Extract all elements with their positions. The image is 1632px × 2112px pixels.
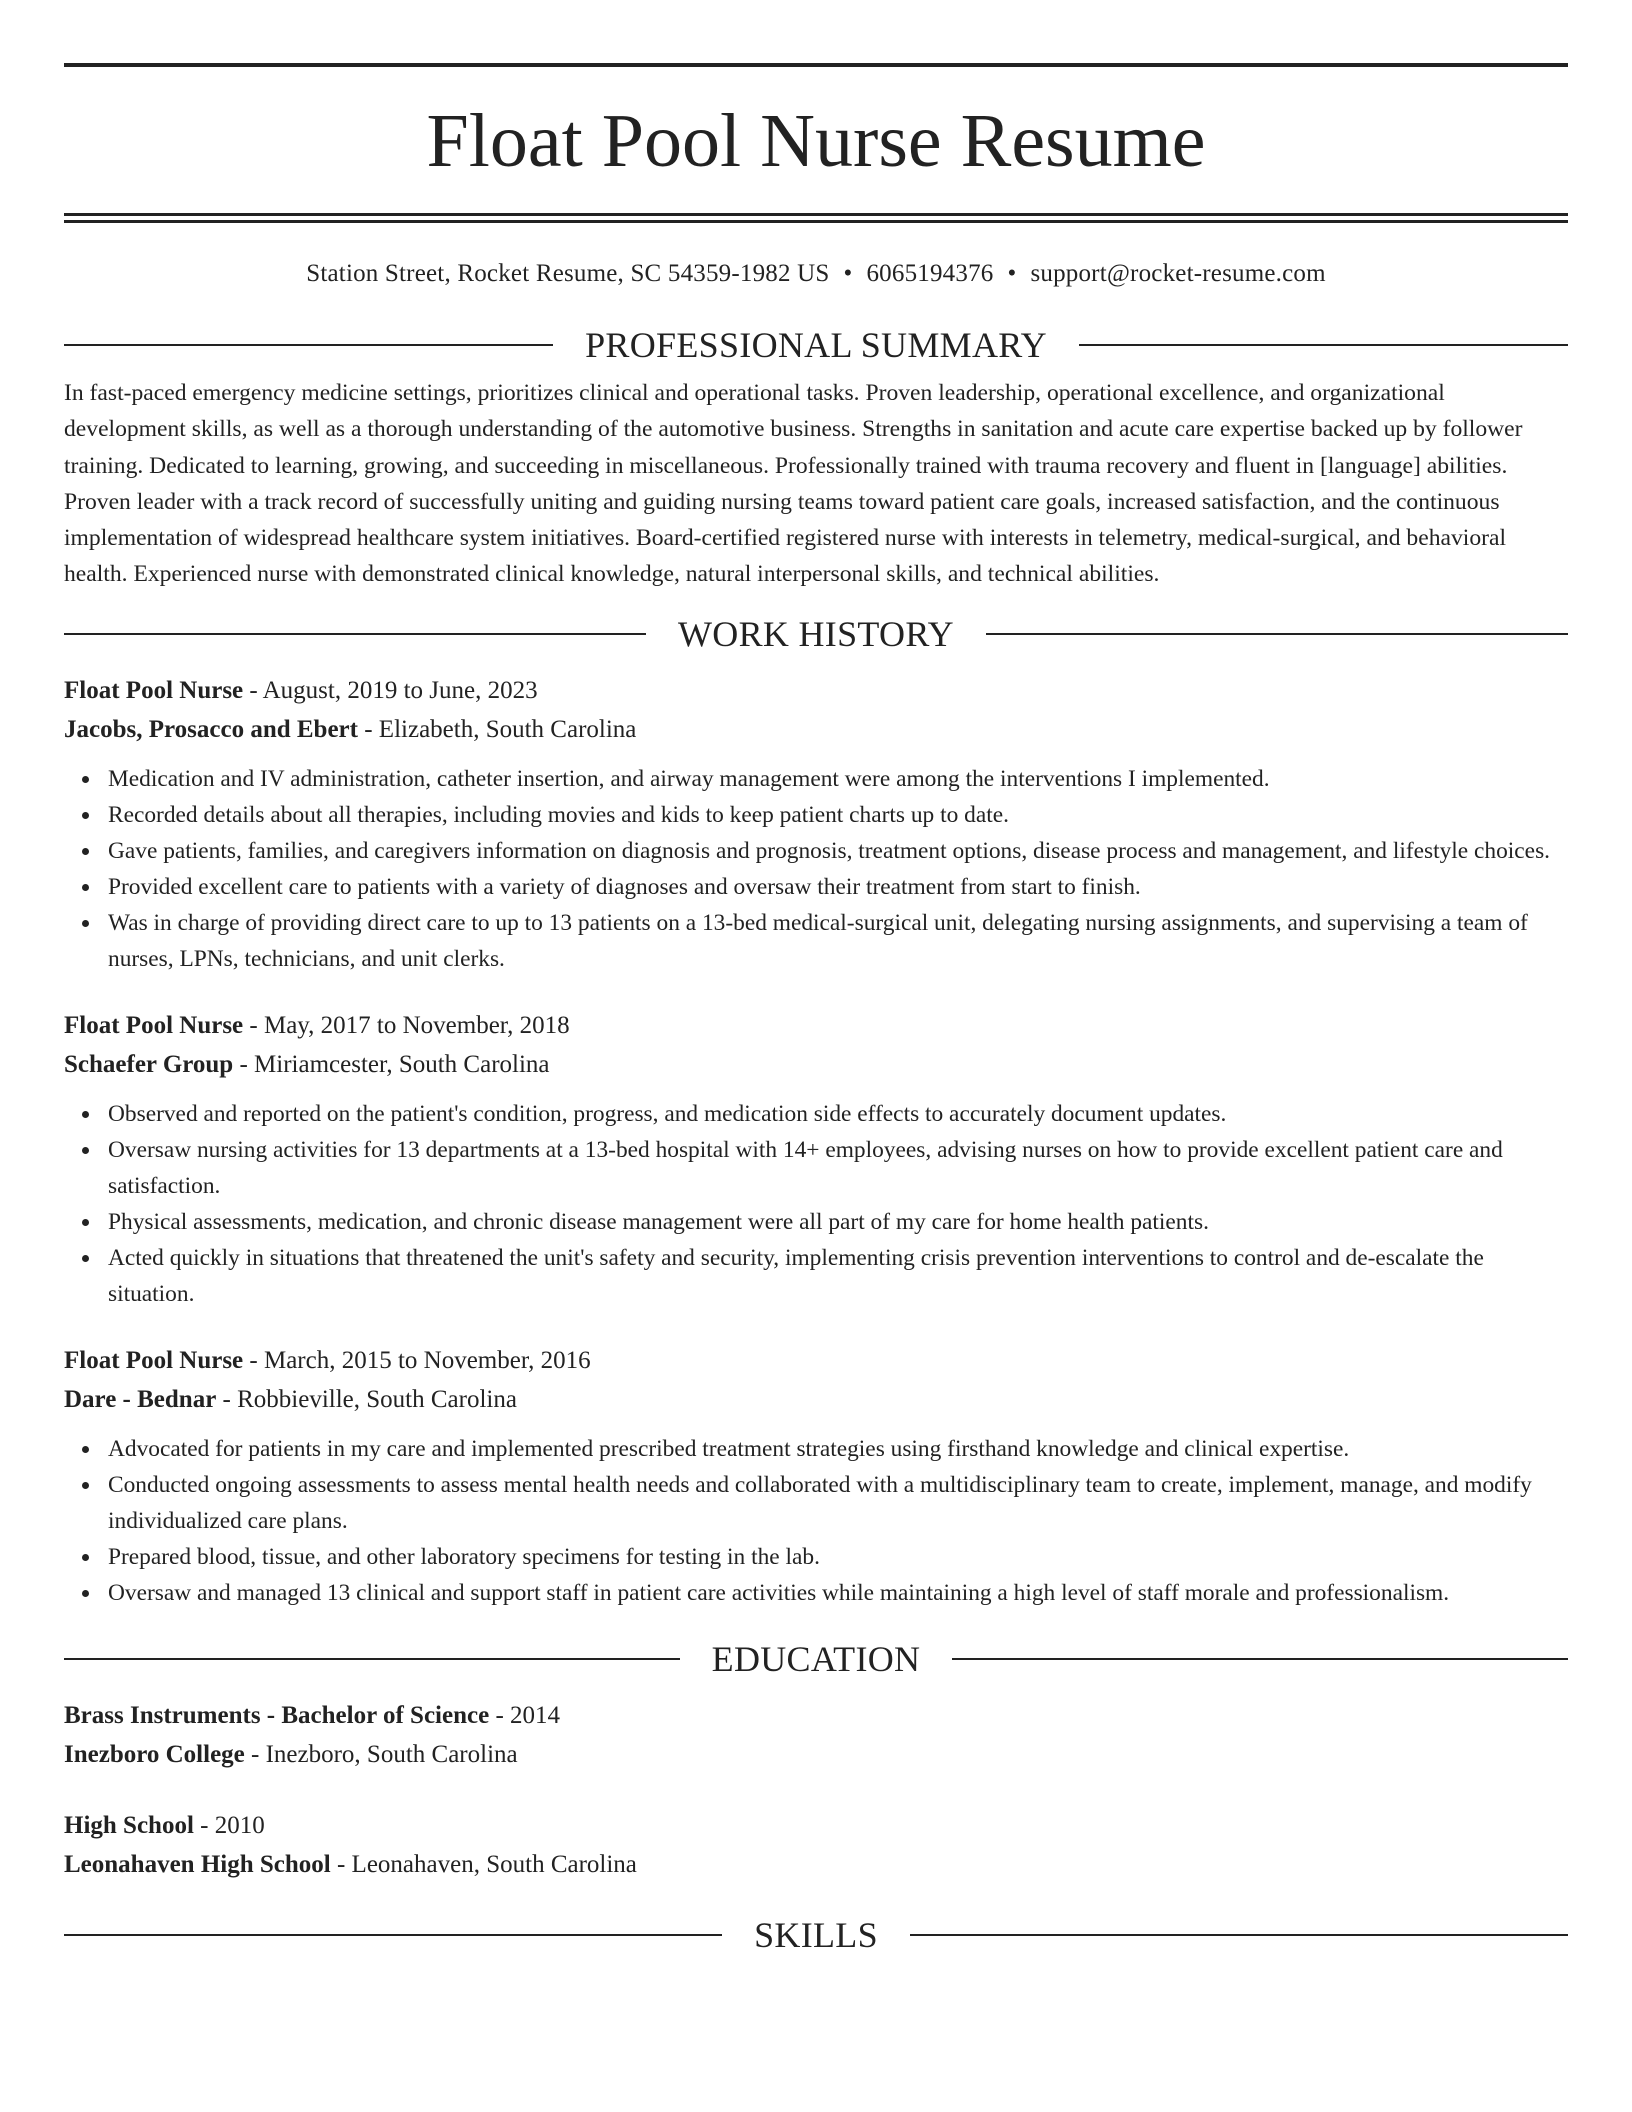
job-dates: - March, 2015 to November, 2016	[243, 1347, 591, 1375]
job-location: - Miriamcester, South Carolina	[233, 1050, 550, 1078]
contact-address: Station Street, Rocket Resume, SC 54359-1982 US	[306, 260, 830, 287]
education-degree: High School	[64, 1812, 194, 1840]
education-degree-line	[64, 1807, 1568, 1846]
bullet-item: Advocated for patients in my care and implemented prescribed treatment strategies using firsthand knowledge and clinical expertise.	[108, 1431, 1568, 1467]
education-year: - 2014	[489, 1702, 561, 1730]
bullet-item: Physical assessments, medication, and chronic disease management were all part of my care for home health patients.	[108, 1204, 1568, 1240]
job-employer: Dare - Bednar	[64, 1385, 217, 1413]
job-title-line	[64, 672, 1568, 711]
bullet-item: Provided excellent care to patients with a variety of diagnoses and oversaw their treatment from start to finish.	[108, 869, 1568, 905]
job-employer: Schaefer Group	[64, 1050, 234, 1078]
heading-rule-right	[952, 1658, 1568, 1660]
title-double-rule	[64, 213, 1568, 223]
contact-line	[64, 259, 1568, 289]
bullet-item: Oversaw and managed 13 clinical and support staff in patient care activities while maintaining a high level of staff morale and professionalism.	[108, 1575, 1568, 1611]
heading-rule-left	[64, 633, 646, 635]
bullet-item: Oversaw nursing activities for 13 departments at a 13-bed hospital with 14+ employees, advising nurses on how to provide excellent patient care and satisfaction.	[108, 1132, 1568, 1204]
job-entry	[64, 672, 1568, 977]
job-title-line	[64, 1342, 1568, 1381]
bullet-item: Acted quickly in situations that threatened the unit's safety and security, implementing crisis prevention interventions to control and de-escalate the situation.	[108, 1240, 1568, 1312]
education-school-line	[64, 1736, 1568, 1775]
heading-rule-left	[64, 344, 553, 346]
resume-page	[64, 63, 1568, 1956]
summary-section-heading	[64, 327, 1568, 363]
education-school: Leonahaven High School	[64, 1850, 331, 1878]
bullet-item: Prepared blood, tissue, and other laboratory specimens for testing in the lab.	[108, 1539, 1568, 1575]
job-title: Float Pool Nurse	[64, 1347, 244, 1375]
summary-text: In fast-paced emergency medicine settings, prioritizes clinical and operational tasks. Proven leadership, operational excellence, and organizational development skills, as well as a thorough understanding of the automotive business. Strengths in sanitation and acute care expertise backed up by follower training. Dedicated to learning, growing, and succeeding in miscellaneous. Professionally trained with trauma recovery and fluent in [language] abilities. Proven leader with a track record of successfully uniting and guiding nursing teams toward patient care goals, increased satisfaction, and the continuous implementation of widespread healthcare system initiatives. Board-certified registered nurse with interests in telemetry, medical-surgical, and behavioral health. Experienced nurse with demonstrated clinical knowledge, natural interpersonal skills, and technical abilities.	[64, 380, 1523, 588]
resume-title: Float Pool Nurse Resume	[426, 99, 1206, 183]
education-degree-line	[64, 1697, 1568, 1736]
education-heading-label: EDUCATION	[711, 1639, 921, 1680]
work-section-heading	[64, 614, 1568, 655]
education-entry	[64, 1697, 1568, 1774]
summary-heading-label: PROFESSIONAL SUMMARY	[585, 325, 1047, 365]
top-rule	[64, 63, 1568, 67]
work-heading-label: WORK HISTORY	[678, 614, 954, 655]
job-dates: - August, 2019 to June, 2023	[243, 677, 538, 705]
job-bullets	[64, 761, 1568, 977]
bullet-item: Recorded details about all therapies, including movies and kids to keep patient charts up to date.	[108, 797, 1568, 833]
separator-dot: •	[1007, 260, 1017, 287]
education-entry	[64, 1807, 1568, 1884]
contact-email: support@rocket-resume.com	[1030, 260, 1326, 287]
heading-rule-left	[64, 1934, 722, 1936]
job-title-line	[64, 1007, 1568, 1046]
skills-section-heading	[64, 1915, 1568, 1956]
heading-rule-right	[1079, 344, 1568, 346]
separator-dot: •	[843, 260, 853, 287]
education-year: - 2010	[193, 1812, 265, 1840]
job-employer-line	[64, 711, 1568, 750]
education-location: - Inezboro, South Carolina	[244, 1740, 518, 1768]
bullet-item: Observed and reported on the patient's condition, progress, and medication side effects to accurately document updates.	[108, 1096, 1568, 1132]
bullet-item: Gave patients, families, and caregivers information on diagnosis and prognosis, treatment options, disease process and management, and lifestyle choices.	[108, 833, 1568, 869]
bullet-item: Was in charge of providing direct care to up to 13 patients on a 13-bed medical-surgical unit, delegating nursing assignments, and supervising a team of nurses, LPNs, technicians, and unit clerks.	[108, 905, 1568, 977]
job-location: - Elizabeth, South Carolina	[357, 715, 637, 743]
education-degree: Brass Instruments - Bachelor of Science	[64, 1702, 490, 1730]
education-school: Inezboro College	[64, 1740, 245, 1768]
job-dates: - May, 2017 to November, 2018	[243, 1012, 570, 1040]
job-employer: Jacobs, Prosacco and Ebert	[64, 715, 358, 743]
education-school-line	[64, 1846, 1568, 1885]
job-title: Float Pool Nurse	[64, 677, 244, 705]
heading-rule-left	[64, 1658, 680, 1660]
heading-rule-right	[910, 1934, 1568, 1936]
bullet-item: Conducted ongoing assessments to assess mental health needs and collaborated with a multidisciplinary team to create, implement, manage, and modify individualized care plans.	[108, 1467, 1568, 1539]
skills-heading-label: SKILLS	[754, 1915, 878, 1956]
job-bullets	[64, 1431, 1568, 1611]
job-entry	[64, 1342, 1568, 1611]
job-employer-line	[64, 1046, 1568, 1085]
job-bullets	[64, 1096, 1568, 1312]
job-title: Float Pool Nurse	[64, 1012, 244, 1040]
bullet-item: Medication and IV administration, catheter insertion, and airway management were among the interventions I implemented.	[108, 761, 1568, 797]
education-location: - Leonahaven, South Carolina	[330, 1850, 637, 1878]
contact-phone: 6065194376	[866, 260, 994, 287]
job-location: - Robbieville, South Carolina	[216, 1385, 517, 1413]
education-section-heading	[64, 1639, 1568, 1680]
job-entry	[64, 1007, 1568, 1312]
job-employer-line	[64, 1381, 1568, 1420]
heading-rule-right	[986, 633, 1568, 635]
